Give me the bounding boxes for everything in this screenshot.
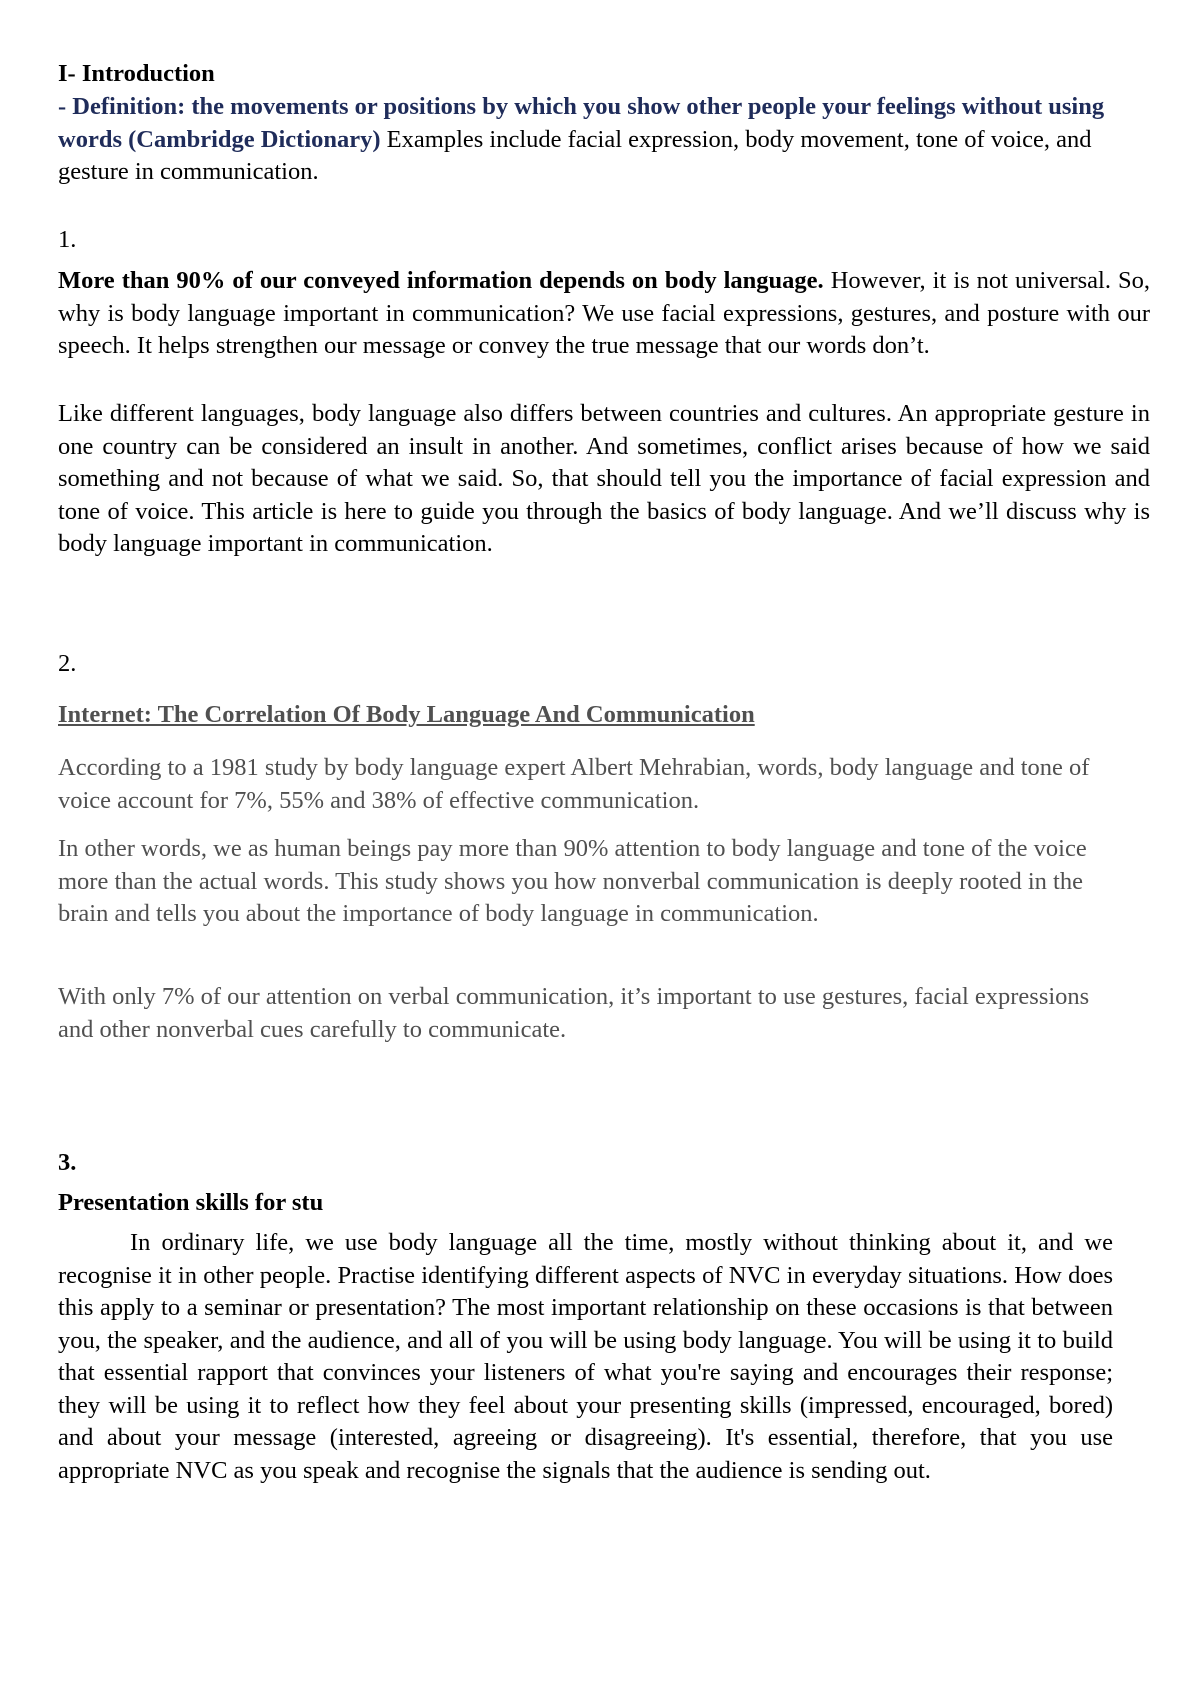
section-2-title: Internet: The Correlation Of Body Language And Communication [58,701,755,728]
definition-label: - Definition: [58,93,192,120]
section-2-paragraph-2: In other words, we as human beings pay more than 90% attention to body language and tone of the voice more than the actual words. This study shows you how nonverbal communication is deeply rooted in the brain and tells you about the importance of body language in communication. [58,835,1087,927]
section-3-number: 3. [58,1149,77,1176]
definition-text: the movements or positions by which you show other people your feelings without using words (Cambridge Dictionary) [58,93,1105,153]
section-3-paragraph-1: In ordinary life, we use body language all the time, mostly without thinking about it, and we recognise it in other people. Practise identifying different aspects of NVC in everyday situations. How does this apply to a seminar or presentation? The most important relationship on these occasions is that between you, the speaker, and the audience, and all of you will be using body language. You will be using it to build that essential rapport that convinces your listeners of what you're saying and encourages their response; they will be using it to reflect how they feel about your presenting skills (impressed, encouraged, bored) and about your message (interested, agreeing or disagreeing). It's essential, therefore, that you use appropriate NVC as you speak and recognise the signals that the audience is sending out. [58,1229,1113,1484]
intro-heading: I- Introduction [58,60,215,87]
section-1-paragraph-1 [58,265,1150,363]
section-3-title: Presentation skills for stu [58,1189,324,1216]
definition-examples: Examples include facial expression, body movement, tone of voice, and gesture in communication. [58,125,1092,185]
section-2-number: 2. [58,650,77,677]
section-1-key-statement: More than 90% of our conveyed information depends on body language. [58,267,824,294]
section-2-paragraph-3: With only 7% of our attention on verbal communication, it’s important to use gestures, facial expressions and other nonverbal cues carefully to communicate. [58,983,1090,1043]
definition-paragraph [58,91,1123,189]
section-1-number: 1. [58,226,77,253]
section-1-paragraph-2: Like different languages, body language also differs between countries and cultures. An appropriate gesture in one country can be considered an insult in another. And sometimes, conflict arises because of how we said something and not because of what we said. So, that should tell you the importance of facial expression and tone of voice. This article is here to guide you through the basics of body language. And we’ll discuss why is body language important in communication. [58,400,1150,557]
section-1-paragraph-1-rest: However, it is not universal. So, why is body language important in communication? We use facial expressions, gestures, and posture with our speech. It helps strengthen our message or convey the true message that our words don’t. [58,267,1150,359]
section-2-paragraph-1: According to a 1981 study by body language expert Albert Mehrabian, words, body language and tone of voice account for 7%, 55% and 38% of effective communication. [58,754,1090,814]
